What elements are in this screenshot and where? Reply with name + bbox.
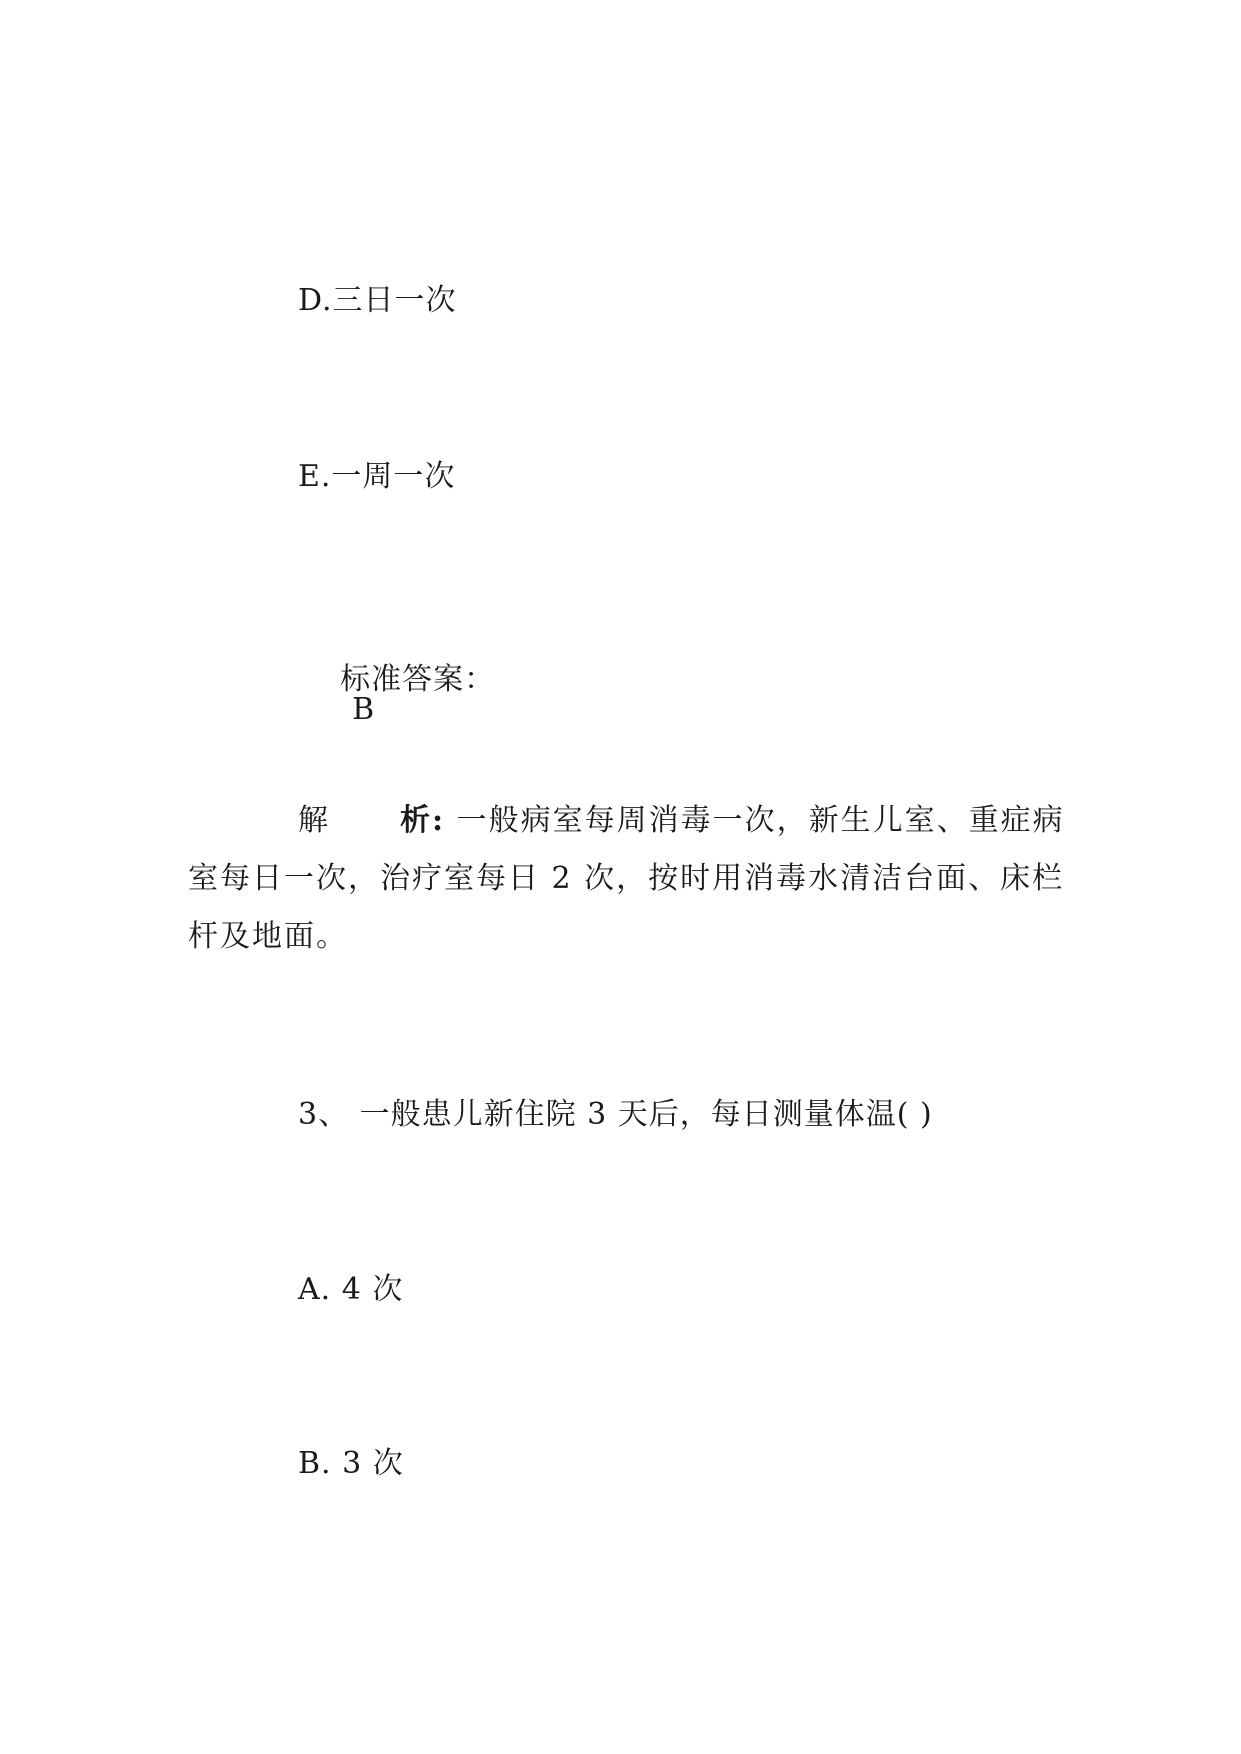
analysis-paragraph — [188, 792, 1078, 966]
standard-answer — [298, 635, 495, 755]
answer-value: B — [352, 692, 376, 727]
analysis-label-left: 解 — [298, 803, 330, 838]
answer-label: 标准答案： — [340, 662, 496, 697]
question-3-option-a: A. 4 次 — [298, 1272, 404, 1307]
analysis-label-right: 析: — [400, 803, 446, 838]
question-3-option-b: B. 3 次 — [298, 1446, 404, 1481]
option-d: D.三日一次 — [298, 283, 457, 318]
question-3: 3、 一般患儿新住院 3 天后，每日测量体温( ) — [298, 1097, 933, 1132]
analysis-text: 一般病室每周消毒一次，新生儿室、重症病室每日一次，治疗室每日 2 次，按时用消毒水清洁台面、床栏杆及地面。 — [188, 803, 1065, 954]
option-e: E.一周一次 — [298, 459, 456, 494]
